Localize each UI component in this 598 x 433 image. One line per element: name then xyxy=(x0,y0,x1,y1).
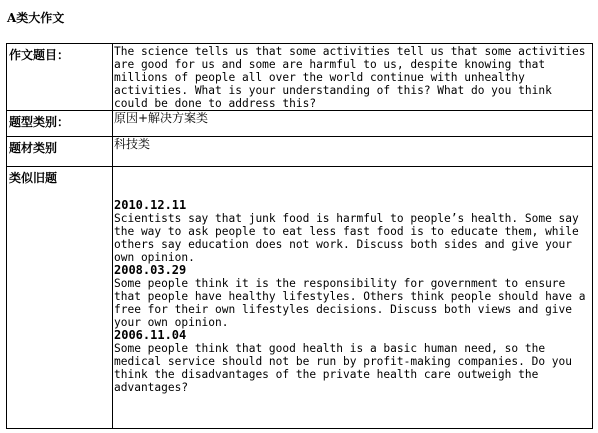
similar-topic-item xyxy=(114,264,588,329)
divider xyxy=(273,166,325,167)
topic-value: 科技类 xyxy=(114,137,151,151)
table-row-topic xyxy=(7,137,592,167)
topic-date: 2006.11.04 xyxy=(114,328,187,342)
topic-date: 2010.12.11 xyxy=(114,198,187,212)
prompt-text: The science tells us that some activities tell us that some activities are good for us and some are harmful to us, despite knowing that millions of people all over the world continue with unhealthy activities. What is your understanding of this? What do you think could be done to address this? xyxy=(114,45,586,110)
topic-text: Some people think that good health is a basic human need, so the medical service should not be run by profit-making companies. Do you think the disadvantages of the private health care outweigh the advantages? xyxy=(114,342,573,394)
similar-topic-item xyxy=(114,199,588,264)
table-row-prompt xyxy=(7,44,592,111)
table-row-similar xyxy=(7,167,592,428)
type-value: 原因+解决方案类 xyxy=(114,111,209,125)
row-label-type: 题型类别： xyxy=(7,111,113,136)
similar-topic-item xyxy=(114,329,588,394)
row-label-similar: 类似旧题 xyxy=(7,167,113,428)
topic-text: Some people think it is the responsibility for government to ensure that people have healthy lifestyles. Others think people should have a free for their own lifestyles decisions. Discuss both views and give your own opinion. xyxy=(114,277,586,329)
table-row-type xyxy=(7,111,592,137)
topic-text: Scientists say that junk food is harmful to people’s health. Some say the way to ask people to eat less fast food is to educate them, while others say education does not work. Discuss both sides and give your own opinion. xyxy=(114,212,579,264)
topic-date: 2008.03.29 xyxy=(114,263,187,277)
row-label-prompt: 作文题目： xyxy=(7,44,113,110)
page-title: A类大作文 xyxy=(7,11,65,25)
essay-info-table xyxy=(6,43,593,429)
row-label-topic: 题材类别 xyxy=(7,137,113,166)
similar-topics xyxy=(113,167,592,428)
